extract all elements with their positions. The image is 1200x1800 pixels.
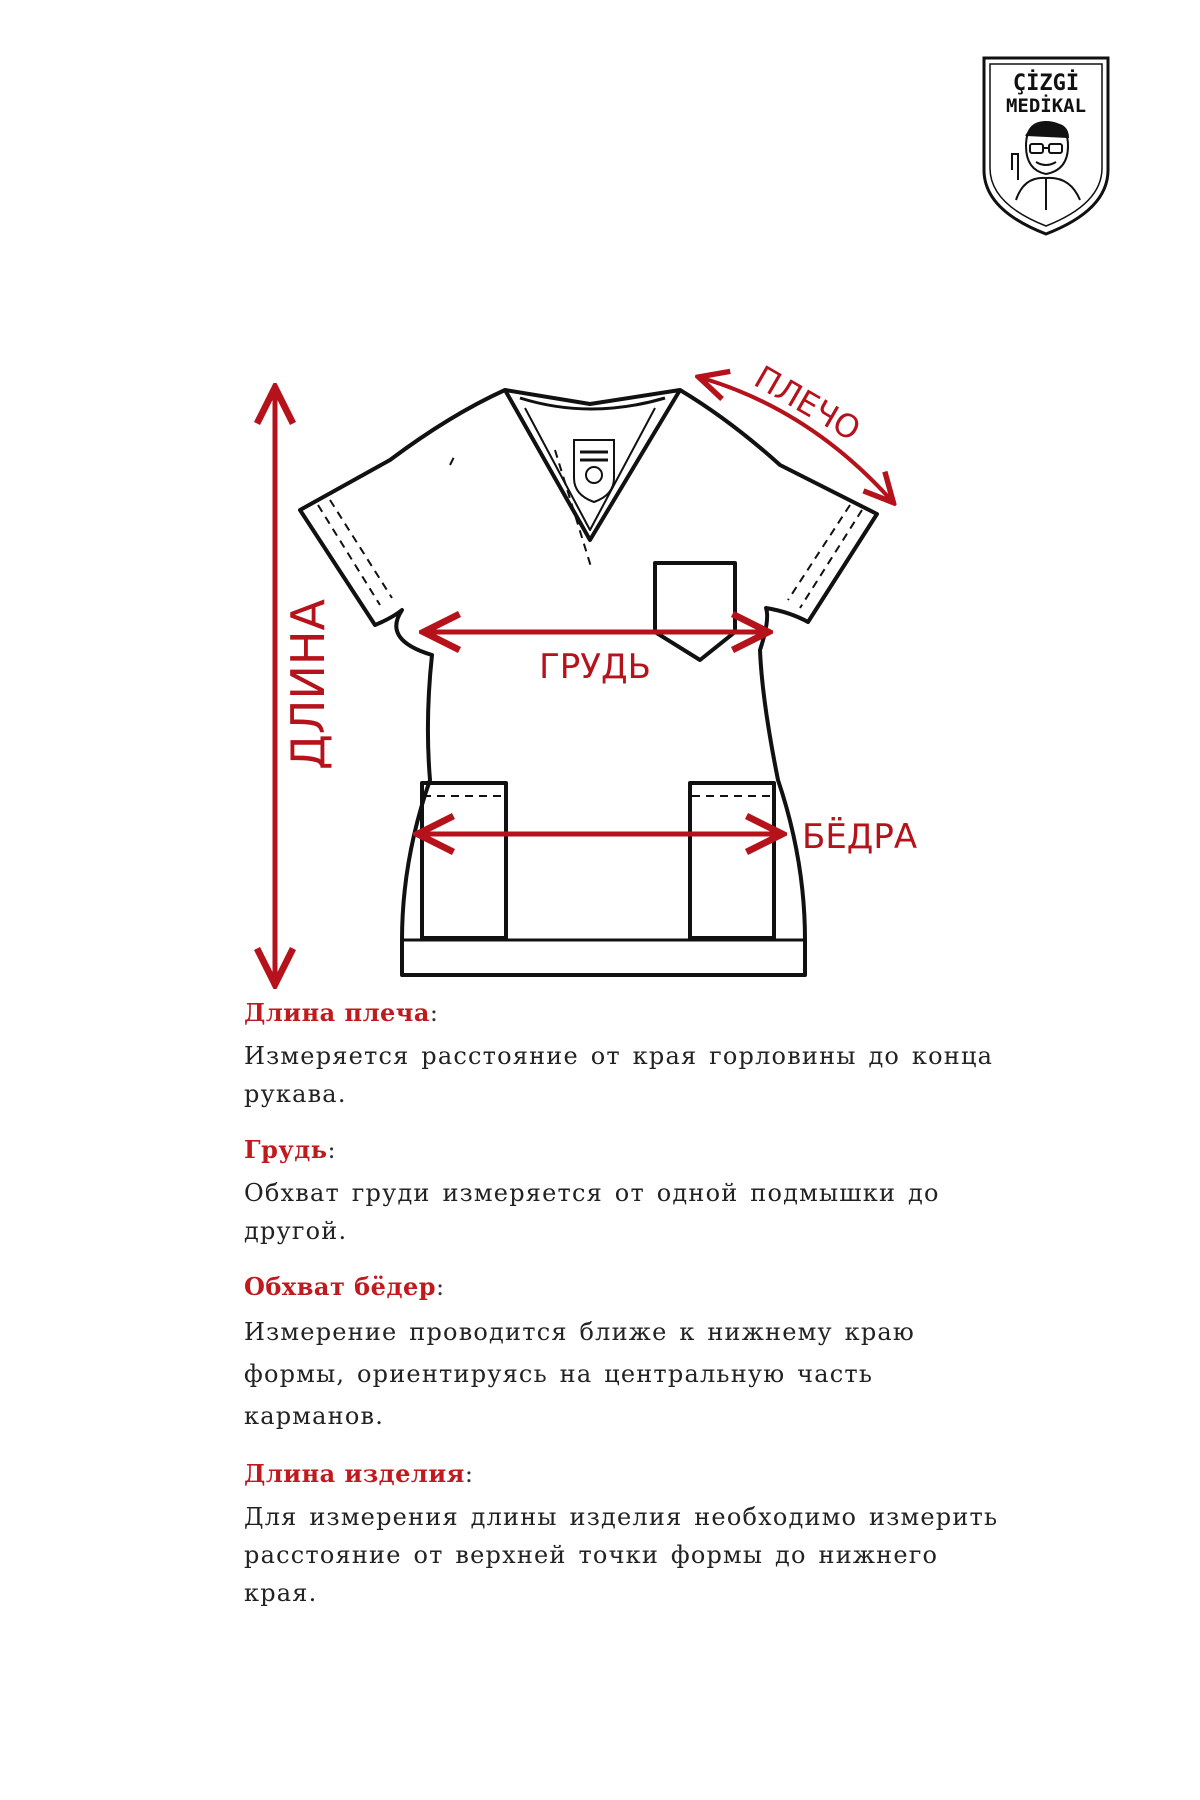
length-label: ДЛИНА <box>281 599 335 770</box>
hips-label: БЁДРА <box>802 817 918 857</box>
section-heading: Длина плеча <box>244 998 430 1027</box>
measurement-instructions <box>244 998 1004 1634</box>
section-line: Обхват груди измеряется от одной подмышки до <box>244 1179 940 1207</box>
section-garment-length: Длина изделия: Для измерения длины изделия необходимо измерить расстояние от верхней точки формы до нижнего края. <box>244 1459 999 1607</box>
section-line: края. <box>244 1579 318 1607</box>
section-line: Измеряется расстояние от края горловины до конца <box>244 1042 994 1070</box>
stitch-lines <box>318 450 862 796</box>
section-line: Для измерения длины изделия необходимо измерить <box>244 1503 999 1531</box>
section-line: карманов. <box>244 1402 385 1430</box>
logo-text-line2: MEDİKAL <box>1005 95 1087 117</box>
section-heading: Обхват бёдер <box>244 1272 436 1301</box>
section-line: другой. <box>244 1217 348 1245</box>
neck-label-logo-icon <box>574 440 614 502</box>
section-heading: Грудь <box>244 1135 328 1164</box>
chest-label: ГРУДЬ <box>539 647 651 687</box>
logo-text-line1: ÇİZGİ <box>1012 71 1080 96</box>
section-chest: Грудь: Обхват груди измеряется от одной подмышки до другой. <box>244 1135 940 1245</box>
section-heading: Длина изделия <box>244 1459 465 1488</box>
section-line: Измерение проводится ближе к нижнему краю <box>244 1318 915 1346</box>
section-line: рукава. <box>244 1080 347 1108</box>
section-line: формы, ориентируясь на центральную часть <box>244 1360 874 1388</box>
section-line: расстояние от верхней точки формы до нижнего <box>244 1541 939 1569</box>
section-hip-circumference: Обхват бёдер: Измерение проводится ближе к нижнему краю формы, ориентируясь на центральную часть карманов. <box>244 1272 915 1430</box>
section-shoulder-length: Длина плеча: Измеряется расстояние от края горловины до конца рукава. <box>244 998 994 1108</box>
shoulder-label: ПЛЕЧО <box>748 358 867 449</box>
